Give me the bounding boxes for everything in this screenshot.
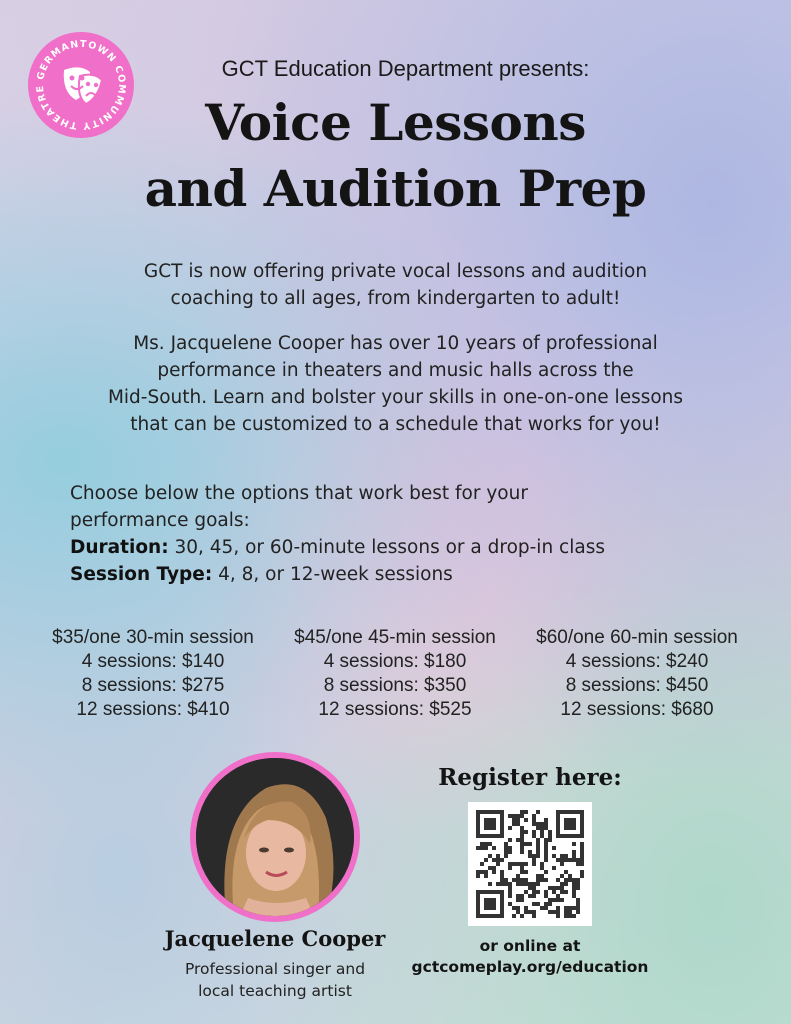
price-single: $60/one 60-min session (536, 627, 738, 648)
duration-line (70, 534, 730, 561)
intro-paragraph-2 (40, 330, 751, 438)
price-12-sessions: 12 sessions: $410 (76, 699, 230, 720)
qr-code-icon[interactable] (468, 802, 592, 926)
price-8-sessions: 8 sessions: $450 (565, 675, 709, 696)
duration-value: 30, 45, or 60-minute lessons or a drop-in class (168, 537, 605, 558)
price-single: $35/one 30-min session (52, 627, 254, 648)
intro-p2-line-2: performance in theaters and music halls across the (157, 360, 634, 381)
options-section (70, 480, 730, 588)
pricing-column-45min (265, 626, 525, 722)
price-4-sessions: 4 sessions: $180 (323, 651, 467, 672)
title-line-1: Voice Lessons (205, 93, 586, 152)
teacher-role-line-2: local teaching artist (198, 982, 352, 1000)
choose-line-1: Choose below the options that work best for your (70, 483, 528, 504)
price-8-sessions: 8 sessions: $350 (323, 675, 467, 696)
online-register-text (370, 936, 690, 978)
intro-p2-line-4: that can be customized to a schedule that works for you! (130, 414, 661, 435)
register-url-link[interactable]: gctcomeplay.org/education (411, 958, 649, 976)
teacher-photo (196, 758, 354, 916)
choose-line-2: performance goals: (70, 510, 250, 531)
logo-text: GERMANTOWN COMMUNITY THEATRE (34, 38, 128, 132)
portrait-illustration (196, 758, 354, 916)
session-type-line (70, 561, 730, 588)
title-line-2: and Audition Prep (144, 159, 647, 218)
session-type-label: Session Type: (70, 564, 213, 585)
teacher-role (150, 958, 400, 1002)
intro-paragraph-1 (40, 258, 751, 312)
teacher-role-line-1: Professional singer and (184, 960, 366, 978)
price-8-sessions: 8 sessions: $275 (81, 675, 225, 696)
duration-label: Duration: (70, 537, 169, 558)
price-4-sessions: 4 sessions: $140 (81, 651, 225, 672)
register-heading: Register here: (438, 764, 622, 791)
presents-line: GCT Education Department presents: (221, 56, 590, 81)
pricing-column-30min (23, 626, 283, 722)
intro-p1-line-1: GCT is now offering private vocal lessons and audition (143, 261, 648, 282)
session-type-value: 4, 8, or 12-week sessions (212, 564, 453, 585)
price-4-sessions: 4 sessions: $240 (565, 651, 709, 672)
intro-p2-line-1: Ms. Jacquelene Cooper has over 10 years of professional (133, 333, 658, 354)
qr-code-graphic (476, 810, 584, 918)
price-12-sessions: 12 sessions: $680 (560, 699, 714, 720)
intro-p2-line-3: Mid-South. Learn and bolster your skills in one-on-one lessons (107, 387, 684, 408)
price-single: $45/one 45-min session (294, 627, 496, 648)
teacher-photo-frame (190, 752, 360, 922)
pricing-column-60min (507, 626, 767, 722)
online-line-1: or online at (479, 937, 581, 955)
teacher-name: Jacquelene Cooper (164, 926, 386, 951)
intro-p1-line-2: coaching to all ages, from kindergarten to adult! (170, 288, 621, 309)
page-title (0, 90, 791, 222)
price-12-sessions: 12 sessions: $525 (318, 699, 472, 720)
